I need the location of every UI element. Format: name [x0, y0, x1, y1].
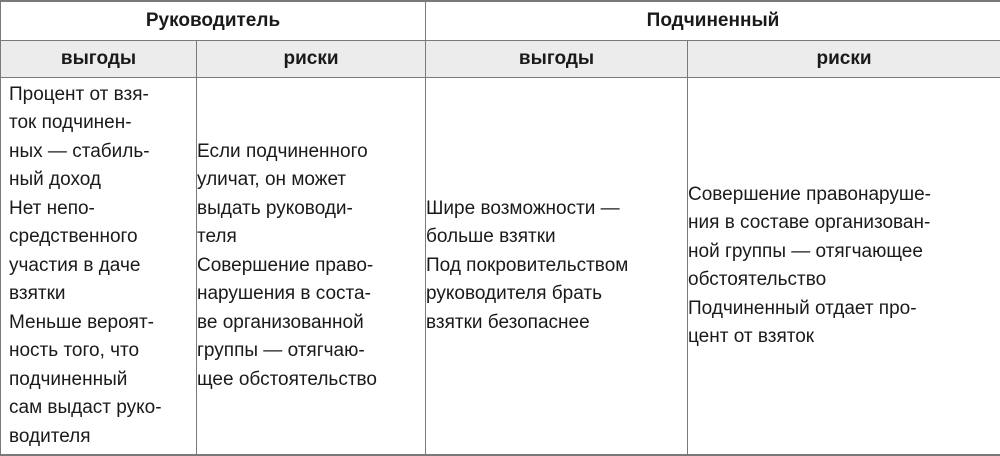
cell-subordinate-benefits: Шире возможности — больше взятки Под покровительством руководителя брать взятки безопаснее [426, 78, 688, 456]
group-header-row [1, 1, 1000, 41]
sub-header-manager-benefits: выгоды [1, 41, 197, 78]
content-row [1, 78, 1000, 456]
group-header-manager: Руководитель [1, 1, 426, 41]
sub-header-row [1, 41, 1000, 78]
cell-manager-risks: Если подчиненного уличат, он может выдать руководи- теля Совершение право- нарушения в соста- ве организованной группы — отягчаю- щее обстоятельство [197, 78, 426, 456]
sub-header-subordinate-risks: риски [688, 41, 1000, 78]
sub-header-manager-risks: риски [197, 41, 426, 78]
group-header-subordinate: Подчиненный [426, 1, 1000, 41]
cell-manager-benefits: Процент от взя- ток подчинен- ных — стабиль- ный доход Нет непо- средственного участия в даче взятки Меньше вероят- ность того, что подчиненный сам выдаст руко- водителя [1, 78, 197, 456]
cell-subordinate-risks: Совершение правонаруше- ния в составе организован- ной группы — отягчающее обстоятельство Подчиненный отдает про- цент от взяток [688, 78, 1000, 456]
sub-header-subordinate-benefits: выгоды [426, 41, 688, 78]
